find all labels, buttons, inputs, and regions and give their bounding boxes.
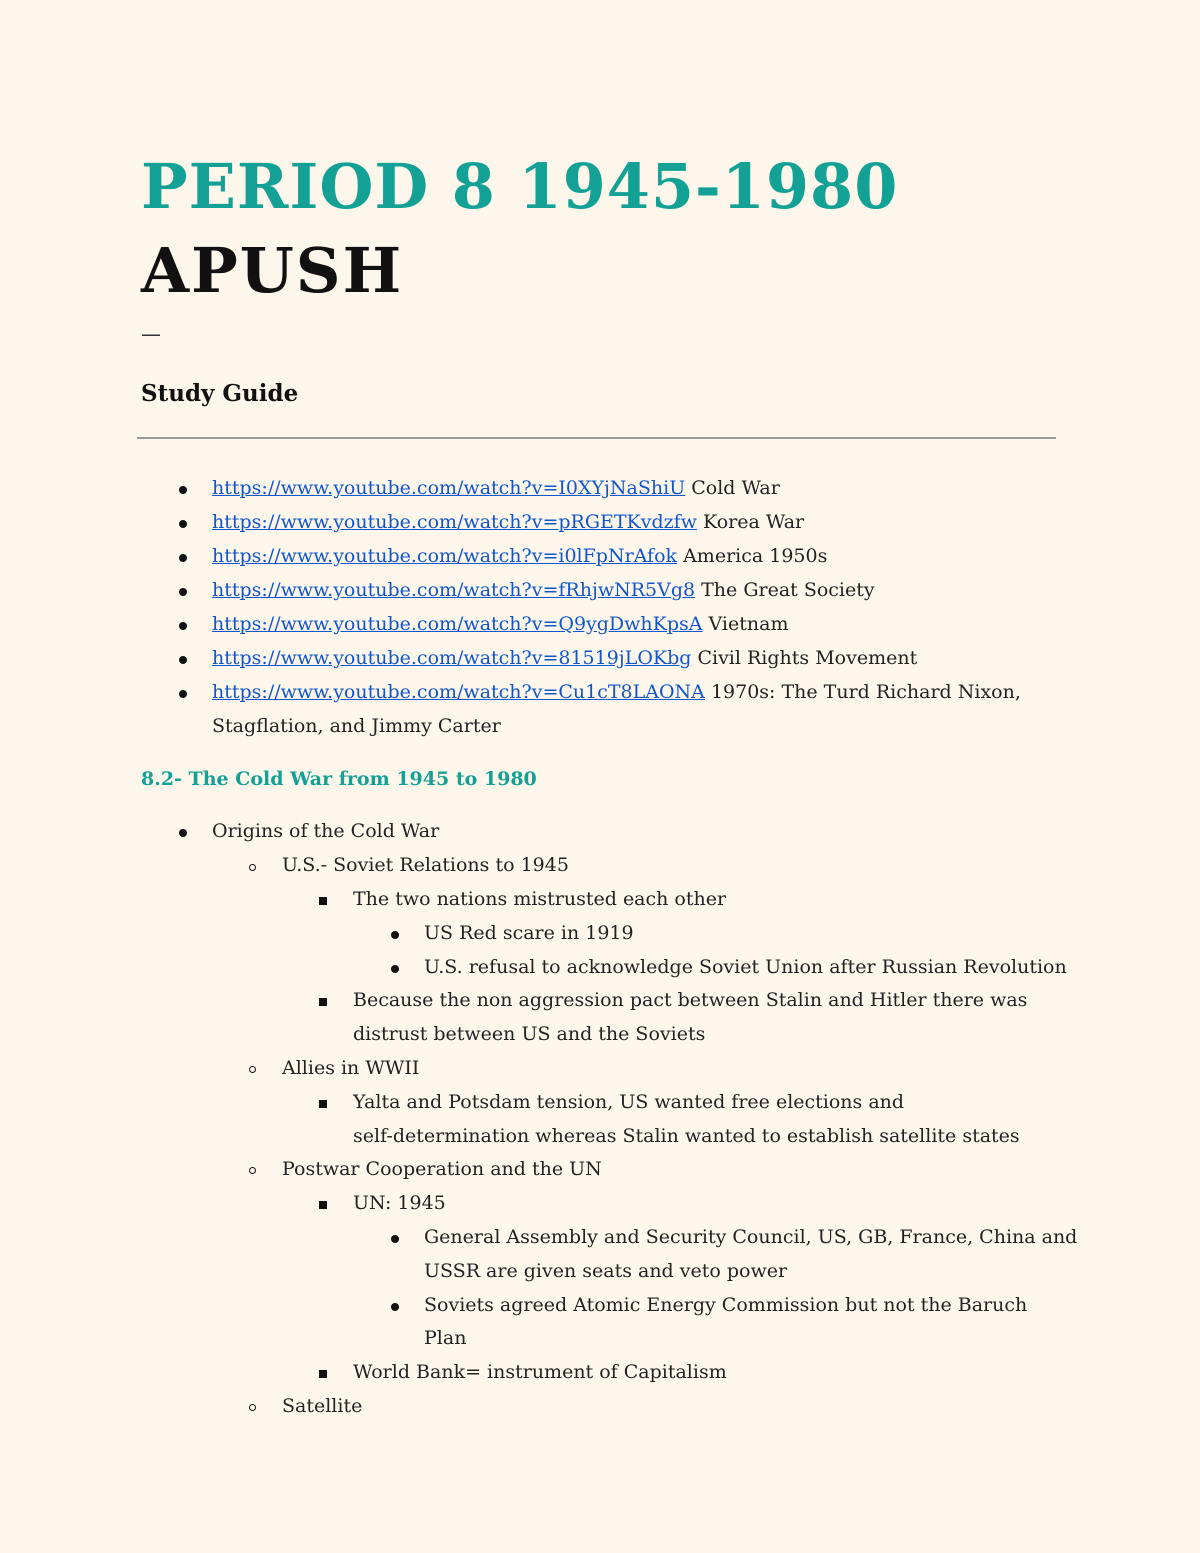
video-link-1970s[interactable]: https://www.youtube.com/watch?v=Cu1cT8LAONA xyxy=(212,681,705,703)
video-link-america-1950s[interactable]: https://www.youtube.com/watch?v=i0lFpNrAfok xyxy=(212,545,678,567)
outline-item: The two nations mistrusted each other xyxy=(353,888,727,910)
bullet-icon xyxy=(391,1235,399,1243)
circle-bullet-icon xyxy=(249,1066,256,1073)
link-label: Cold War xyxy=(685,477,780,499)
link-label: America 1950s xyxy=(677,545,828,567)
list-item xyxy=(212,579,875,601)
link-label: Civil Rights Movement xyxy=(691,647,918,669)
square-bullet-icon xyxy=(319,897,327,905)
video-link-vietnam[interactable]: https://www.youtube.com/watch?v=Q9ygDwhKpsA xyxy=(212,613,703,635)
list-item xyxy=(212,647,917,669)
outline-item: US Red scare in 1919 xyxy=(424,922,634,944)
square-bullet-icon xyxy=(319,998,327,1006)
video-link-great-society[interactable]: https://www.youtube.com/watch?v=fRhjwNR5Vg8 xyxy=(212,579,696,601)
title-dash: — xyxy=(141,322,161,346)
link-label: The Great Society xyxy=(695,579,875,601)
circle-bullet-icon xyxy=(249,1167,256,1174)
outline-item: Satellite xyxy=(282,1395,363,1417)
bullet-icon xyxy=(179,486,187,494)
outline-item: U.S.- Soviet Relations to 1945 xyxy=(282,854,569,876)
outline-item: General Assembly and Security Council, US, GB, France, China and xyxy=(424,1226,1078,1248)
bullet-icon xyxy=(179,690,187,698)
circle-bullet-icon xyxy=(249,1404,256,1411)
link-label: 1970s: The Turd Richard Nixon, xyxy=(704,681,1021,703)
bullet-icon xyxy=(179,554,187,562)
link-label-continued: Stagflation, and Jimmy Carter xyxy=(212,715,501,737)
bullet-icon xyxy=(179,656,187,664)
list-item xyxy=(212,511,804,533)
square-bullet-icon xyxy=(319,1100,327,1108)
video-link-cold-war[interactable]: https://www.youtube.com/watch?v=I0XYjNaShiU xyxy=(212,477,686,499)
document-subtitle-course: APUSH xyxy=(141,234,404,307)
outline-item-continued: Plan xyxy=(424,1327,467,1349)
outline-item: Postwar Cooperation and the UN xyxy=(282,1158,602,1180)
outline-item: Yalta and Potsdam tension, US wanted free elections and xyxy=(353,1091,905,1113)
bullet-icon xyxy=(179,520,187,528)
outline-item: UN: 1945 xyxy=(353,1192,446,1214)
outline-item-continued: USSR are given seats and veto power xyxy=(424,1260,788,1282)
link-label: Korea War xyxy=(696,511,805,533)
study-guide-heading: Study Guide xyxy=(141,380,299,407)
bullet-icon xyxy=(179,588,187,596)
section-heading: 8.2- The Cold War from 1945 to 1980 xyxy=(141,768,537,790)
list-item xyxy=(212,613,788,635)
circle-bullet-icon xyxy=(249,864,256,871)
video-link-civil-rights[interactable]: https://www.youtube.com/watch?v=81519jLOKbg xyxy=(212,647,692,669)
outline-item: Soviets agreed Atomic Energy Commission but not the Baruch xyxy=(424,1294,1028,1316)
list-item xyxy=(212,681,1021,703)
link-label: Vietnam xyxy=(702,613,789,635)
bullet-icon xyxy=(179,829,187,837)
outline-item-continued: self-determination whereas Stalin wanted to establish satellite states xyxy=(353,1125,1020,1147)
list-item xyxy=(212,477,780,499)
outline-item: Because the non aggression pact between Stalin and Hitler there was xyxy=(353,989,1028,1011)
outline-item: Allies in WWII xyxy=(282,1057,420,1079)
square-bullet-icon xyxy=(319,1201,327,1209)
square-bullet-icon xyxy=(319,1370,327,1378)
outline-item-continued: distrust between US and the Soviets xyxy=(353,1023,706,1045)
bullet-icon xyxy=(391,1303,399,1311)
outline-item: Origins of the Cold War xyxy=(212,820,440,842)
list-item xyxy=(212,545,827,567)
video-link-korea-war[interactable]: https://www.youtube.com/watch?v=pRGETKvdzfw xyxy=(212,511,697,533)
bullet-icon xyxy=(391,931,399,939)
document-title: PERIOD 8 1945-1980 xyxy=(141,150,899,223)
bullet-icon xyxy=(179,622,187,630)
bullet-icon xyxy=(391,965,399,973)
outline-item: U.S. refusal to acknowledge Soviet Union after Russian Revolution xyxy=(424,956,1067,978)
outline-item: World Bank= instrument of Capitalism xyxy=(353,1361,727,1383)
horizontal-rule xyxy=(137,437,1056,439)
